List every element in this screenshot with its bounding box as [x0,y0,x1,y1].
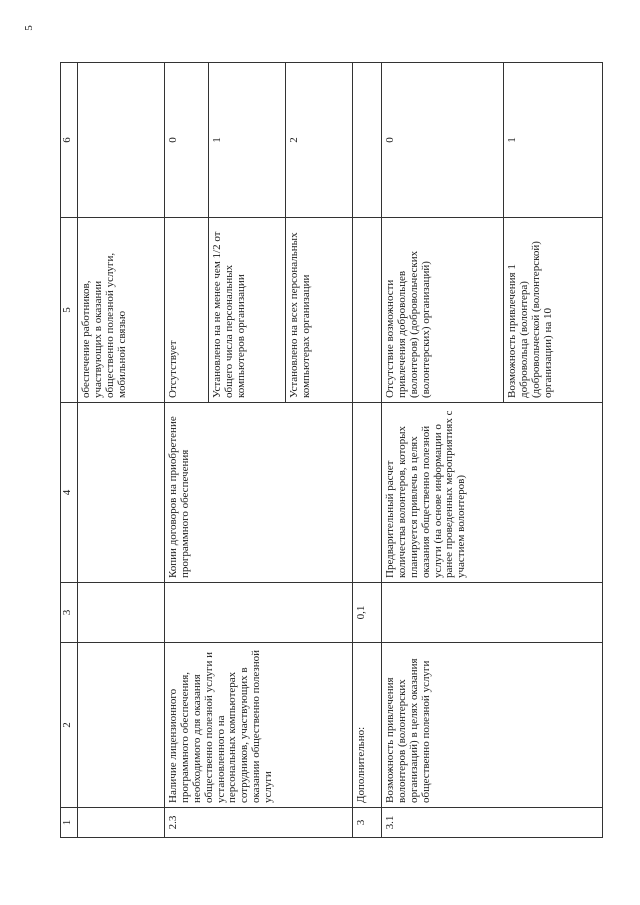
cell-score: 2 [286,63,353,218]
cell-weight [165,583,353,643]
cell-empty [78,808,165,838]
cell-row-number: 3.1 [382,808,603,838]
table-row-3 [353,63,382,838]
cell-score: 1 [504,63,603,218]
cell-documents: Предварительный расчет количества волонтеров, которых планируется привлечь в целях оказания общественно полезной услуги (на основе информации о ранее проведенных мероприятиях с участием волонтеров) [382,403,603,583]
cell-row-number: 2.3 [165,808,353,838]
cell-option: Возможность привлечения 1 добровольца (волонтера) (добровольческой (волонтерской) организации) на 10 [504,218,603,403]
cell-option: Установлено на всех персональных компьютерах организации [286,218,353,403]
cell-empty [78,403,165,583]
page-number: 5 [22,25,35,31]
cell-score: 0 [382,63,504,218]
table-row-continuation [78,63,165,838]
cell-empty [353,63,382,218]
header-col-2: 2 [61,643,78,808]
cell-documents: Копии договоров на приобретение программного обеспечения [165,403,353,583]
cell-empty [353,218,382,403]
cell-row-number: 3 [353,808,382,838]
cell-option: Установлено на не менее чем 1/2 от общего числа персональных компьютеров организации [209,218,286,403]
cell-criterion: Возможность привлечения волонтеров (волонтерских организаций) в целях оказания общественно полезной услуги [382,643,603,808]
cell-weight [382,583,603,643]
table-container [60,63,598,838]
header-col-4: 4 [61,403,78,583]
rotated-page-content [60,63,598,838]
table-row-3-1 [382,63,504,838]
header-col-3: 3 [61,583,78,643]
cell-empty [78,583,165,643]
table-header-row [61,63,78,838]
cell-empty [78,643,165,808]
cell-empty [353,403,382,583]
cell-criterion: Дополнительно: [353,643,382,808]
cell-score: 1 [209,63,286,218]
cell-weight: 0,1 [353,583,382,643]
table-row-2-3 [165,63,209,838]
cell-continuation-text: обеспечение работников, участвующих в оказании общественно полезной услуги, мобильной связью [78,218,165,403]
cell-option: Отсутствует [165,218,209,403]
criteria-table [60,62,603,838]
header-col-6: 6 [61,63,78,218]
cell-criterion: Наличие лицензионного программного обеспечения, необходимого для оказания общественно полезной услуги и установленного на персональных компьютерах сотрудников, участвующих в оказании общественно полезной услуги [165,643,353,808]
cell-score: 0 [165,63,209,218]
cell-continuation-score [78,63,165,218]
cell-option: Отсутствие возможности привлечения добровольцев (волонтеров) (добровольческих (волонтерских) организаций) [382,218,504,403]
header-col-5: 5 [61,218,78,403]
header-col-1: 1 [61,808,78,838]
